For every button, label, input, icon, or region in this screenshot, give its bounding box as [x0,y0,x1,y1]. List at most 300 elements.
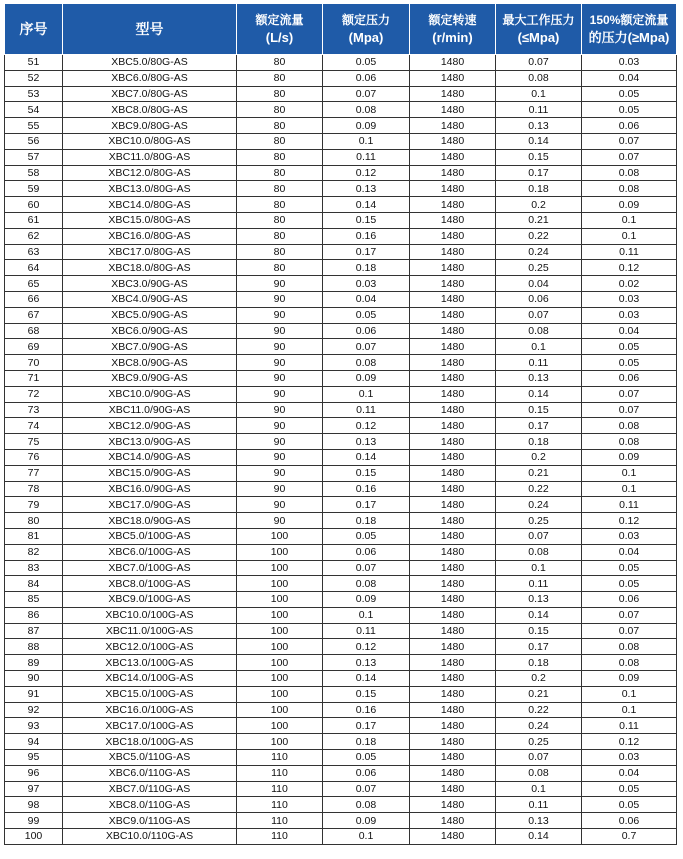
cell-rated-speed: 1480 [410,181,496,197]
cell-max-pressure: 0.2 [496,197,582,213]
cell-max-pressure: 0.08 [496,323,582,339]
cell-rated-speed: 1480 [410,276,496,292]
cell-rated-flow: 80 [237,133,323,149]
cell-pressure-150: 0.1 [582,465,677,481]
cell-serial-no: 92 [5,702,63,718]
cell-model: XBC13.0/80G-AS [63,181,237,197]
cell-serial-no: 66 [5,291,63,307]
cell-model: XBC13.0/100G-AS [63,655,237,671]
cell-rated-flow: 80 [237,86,323,102]
header-max-working-pressure: 最大工作压力 (≤Mpa) [496,4,582,55]
table-row [5,544,677,560]
table-row [5,560,677,576]
cell-rated-pressure: 0.08 [323,102,410,118]
cell-rated-pressure: 0.16 [323,702,410,718]
cell-model: XBC10.0/100G-AS [63,607,237,623]
cell-pressure-150: 0.07 [582,133,677,149]
cell-max-pressure: 0.25 [496,260,582,276]
table-row [5,781,677,797]
cell-rated-flow: 80 [237,55,323,71]
cell-rated-pressure: 0.06 [323,765,410,781]
cell-rated-speed: 1480 [410,434,496,450]
table-row [5,718,677,734]
table-row [5,686,677,702]
cell-pressure-150: 0.03 [582,291,677,307]
cell-serial-no: 84 [5,576,63,592]
cell-model: XBC16.0/100G-AS [63,702,237,718]
cell-rated-pressure: 0.12 [323,418,410,434]
cell-pressure-150: 0.04 [582,765,677,781]
cell-rated-flow: 90 [237,497,323,513]
table-row [5,86,677,102]
cell-pressure-150: 0.1 [582,481,677,497]
cell-rated-speed: 1480 [410,797,496,813]
cell-max-pressure: 0.14 [496,133,582,149]
cell-rated-speed: 1480 [410,55,496,71]
cell-pressure-150: 0.12 [582,734,677,750]
cell-rated-pressure: 0.11 [323,402,410,418]
cell-model: XBC15.0/90G-AS [63,465,237,481]
cell-serial-no: 58 [5,165,63,181]
cell-rated-flow: 80 [237,181,323,197]
cell-pressure-150: 0.06 [582,813,677,829]
table-row [5,797,677,813]
cell-rated-speed: 1480 [410,544,496,560]
cell-rated-pressure: 0.18 [323,513,410,529]
cell-serial-no: 71 [5,370,63,386]
cell-rated-flow: 90 [237,323,323,339]
cell-serial-no: 80 [5,513,63,529]
cell-model: XBC11.0/80G-AS [63,149,237,165]
cell-rated-pressure: 0.07 [323,560,410,576]
cell-pressure-150: 0.05 [582,560,677,576]
cell-rated-pressure: 0.08 [323,355,410,371]
cell-model: XBC6.0/80G-AS [63,70,237,86]
table-row [5,276,677,292]
cell-model: XBC18.0/90G-AS [63,513,237,529]
cell-serial-no: 87 [5,623,63,639]
cell-pressure-150: 0.11 [582,497,677,513]
cell-rated-pressure: 0.05 [323,55,410,71]
cell-model: XBC11.0/100G-AS [63,623,237,639]
cell-pressure-150: 0.1 [582,686,677,702]
cell-rated-speed: 1480 [410,607,496,623]
cell-serial-no: 97 [5,781,63,797]
cell-pressure-150: 0.09 [582,449,677,465]
cell-max-pressure: 0.25 [496,734,582,750]
cell-rated-pressure: 0.1 [323,133,410,149]
cell-model: XBC6.0/90G-AS [63,323,237,339]
table-row [5,70,677,86]
header-model: 型号 [63,4,237,55]
cell-max-pressure: 0.15 [496,623,582,639]
table-row [5,165,677,181]
table-row [5,307,677,323]
cell-rated-speed: 1480 [410,212,496,228]
cell-model: XBC12.0/90G-AS [63,418,237,434]
header-pressure-at-150-flow: 150%额定流量 的压力(≥Mpa) [582,4,677,55]
cell-rated-pressure: 0.15 [323,465,410,481]
table-row [5,260,677,276]
cell-pressure-150: 0.11 [582,718,677,734]
cell-rated-speed: 1480 [410,481,496,497]
cell-rated-pressure: 0.08 [323,797,410,813]
cell-max-pressure: 0.17 [496,639,582,655]
cell-max-pressure: 0.08 [496,765,582,781]
cell-pressure-150: 0.05 [582,576,677,592]
cell-rated-flow: 110 [237,829,323,845]
cell-serial-no: 61 [5,212,63,228]
cell-max-pressure: 0.17 [496,418,582,434]
cell-rated-speed: 1480 [410,291,496,307]
cell-pressure-150: 0.07 [582,149,677,165]
table-row [5,449,677,465]
cell-max-pressure: 0.1 [496,781,582,797]
table-row [5,149,677,165]
cell-max-pressure: 0.13 [496,592,582,608]
cell-model: XBC7.0/80G-AS [63,86,237,102]
table-row [5,607,677,623]
cell-rated-pressure: 0.15 [323,212,410,228]
cell-max-pressure: 0.08 [496,544,582,560]
cell-model: XBC9.0/110G-AS [63,813,237,829]
cell-rated-speed: 1480 [410,750,496,766]
cell-rated-flow: 80 [237,118,323,134]
cell-rated-flow: 80 [237,212,323,228]
cell-rated-speed: 1480 [410,418,496,434]
cell-rated-pressure: 0.07 [323,86,410,102]
cell-max-pressure: 0.13 [496,813,582,829]
cell-rated-speed: 1480 [410,149,496,165]
pump-spec-table [4,3,677,845]
cell-rated-speed: 1480 [410,133,496,149]
cell-model: XBC5.0/80G-AS [63,55,237,71]
cell-rated-flow: 80 [237,149,323,165]
cell-model: XBC8.0/90G-AS [63,355,237,371]
cell-rated-pressure: 0.16 [323,228,410,244]
cell-rated-pressure: 0.12 [323,165,410,181]
cell-pressure-150: 0.06 [582,370,677,386]
cell-max-pressure: 0.22 [496,228,582,244]
table-row [5,197,677,213]
cell-rated-speed: 1480 [410,307,496,323]
cell-max-pressure: 0.1 [496,86,582,102]
cell-pressure-150: 0.04 [582,544,677,560]
table-row [5,829,677,845]
cell-max-pressure: 0.21 [496,465,582,481]
cell-serial-no: 79 [5,497,63,513]
table-row [5,402,677,418]
cell-max-pressure: 0.15 [496,149,582,165]
cell-pressure-150: 0.12 [582,260,677,276]
cell-rated-pressure: 0.06 [323,323,410,339]
cell-model: XBC12.0/100G-AS [63,639,237,655]
cell-max-pressure: 0.17 [496,165,582,181]
table-row [5,118,677,134]
cell-rated-flow: 90 [237,386,323,402]
cell-pressure-150: 0.09 [582,671,677,687]
cell-model: XBC7.0/100G-AS [63,560,237,576]
cell-max-pressure: 0.18 [496,181,582,197]
cell-max-pressure: 0.18 [496,655,582,671]
cell-max-pressure: 0.24 [496,244,582,260]
cell-serial-no: 77 [5,465,63,481]
table-row [5,370,677,386]
cell-max-pressure: 0.06 [496,291,582,307]
table-row [5,655,677,671]
cell-pressure-150: 0.04 [582,70,677,86]
cell-rated-pressure: 0.1 [323,829,410,845]
cell-model: XBC18.0/80G-AS [63,260,237,276]
cell-rated-speed: 1480 [410,102,496,118]
cell-rated-pressure: 0.1 [323,607,410,623]
cell-model: XBC9.0/90G-AS [63,370,237,386]
cell-rated-flow: 110 [237,750,323,766]
cell-rated-speed: 1480 [410,386,496,402]
cell-rated-speed: 1480 [410,702,496,718]
cell-model: XBC14.0/90G-AS [63,449,237,465]
cell-rated-pressure: 0.05 [323,750,410,766]
cell-serial-no: 57 [5,149,63,165]
table-row [5,481,677,497]
cell-rated-flow: 100 [237,734,323,750]
cell-max-pressure: 0.13 [496,118,582,134]
cell-model: XBC10.0/90G-AS [63,386,237,402]
table-row [5,513,677,529]
cell-pressure-150: 0.02 [582,276,677,292]
cell-pressure-150: 0.08 [582,655,677,671]
cell-rated-pressure: 0.12 [323,639,410,655]
cell-max-pressure: 0.24 [496,497,582,513]
cell-serial-no: 64 [5,260,63,276]
cell-rated-speed: 1480 [410,781,496,797]
cell-model: XBC13.0/90G-AS [63,434,237,450]
cell-max-pressure: 0.18 [496,434,582,450]
cell-rated-flow: 90 [237,481,323,497]
cell-serial-no: 75 [5,434,63,450]
cell-max-pressure: 0.11 [496,797,582,813]
cell-pressure-150: 0.05 [582,781,677,797]
cell-pressure-150: 0.06 [582,592,677,608]
cell-max-pressure: 0.1 [496,560,582,576]
cell-rated-pressure: 0.04 [323,291,410,307]
cell-rated-flow: 90 [237,465,323,481]
cell-rated-speed: 1480 [410,576,496,592]
cell-rated-pressure: 0.17 [323,497,410,513]
header-rated-pressure: 额定压力 (Mpa) [323,4,410,55]
cell-max-pressure: 0.1 [496,339,582,355]
cell-rated-flow: 80 [237,228,323,244]
cell-serial-no: 73 [5,402,63,418]
cell-rated-flow: 100 [237,560,323,576]
cell-rated-pressure: 0.17 [323,718,410,734]
cell-model: XBC4.0/90G-AS [63,291,237,307]
cell-rated-pressure: 0.11 [323,623,410,639]
cell-serial-no: 55 [5,118,63,134]
header-rated-flow: 额定流量 (L/s) [237,4,323,55]
cell-rated-flow: 80 [237,244,323,260]
cell-pressure-150: 0.08 [582,434,677,450]
cell-model: XBC11.0/90G-AS [63,402,237,418]
header-serial-no: 序号 [5,4,63,55]
cell-serial-no: 86 [5,607,63,623]
cell-rated-pressure: 0.14 [323,197,410,213]
cell-pressure-150: 0.07 [582,607,677,623]
cell-serial-no: 68 [5,323,63,339]
cell-pressure-150: 0.06 [582,118,677,134]
cell-pressure-150: 0.08 [582,418,677,434]
cell-max-pressure: 0.07 [496,528,582,544]
cell-max-pressure: 0.21 [496,212,582,228]
cell-rated-flow: 110 [237,765,323,781]
table-row [5,765,677,781]
cell-rated-flow: 100 [237,718,323,734]
table-row [5,734,677,750]
cell-pressure-150: 0.05 [582,102,677,118]
cell-model: XBC7.0/110G-AS [63,781,237,797]
cell-rated-flow: 90 [237,370,323,386]
cell-model: XBC7.0/90G-AS [63,339,237,355]
cell-serial-no: 93 [5,718,63,734]
cell-rated-speed: 1480 [410,639,496,655]
cell-rated-pressure: 0.14 [323,449,410,465]
cell-model: XBC6.0/110G-AS [63,765,237,781]
cell-rated-flow: 100 [237,686,323,702]
cell-rated-flow: 90 [237,434,323,450]
cell-rated-pressure: 0.07 [323,339,410,355]
cell-rated-speed: 1480 [410,228,496,244]
cell-max-pressure: 0.07 [496,307,582,323]
cell-serial-no: 67 [5,307,63,323]
cell-model: XBC5.0/110G-AS [63,750,237,766]
cell-rated-pressure: 0.09 [323,813,410,829]
cell-rated-pressure: 0.18 [323,734,410,750]
table-row [5,592,677,608]
cell-max-pressure: 0.11 [496,102,582,118]
cell-rated-speed: 1480 [410,323,496,339]
cell-serial-no: 89 [5,655,63,671]
cell-rated-pressure: 0.09 [323,118,410,134]
cell-rated-flow: 80 [237,70,323,86]
cell-rated-speed: 1480 [410,355,496,371]
table-row [5,244,677,260]
cell-serial-no: 52 [5,70,63,86]
cell-serial-no: 56 [5,133,63,149]
cell-model: XBC17.0/90G-AS [63,497,237,513]
cell-model: XBC5.0/100G-AS [63,528,237,544]
cell-rated-flow: 100 [237,702,323,718]
cell-rated-flow: 100 [237,592,323,608]
cell-max-pressure: 0.14 [496,829,582,845]
cell-rated-flow: 100 [237,655,323,671]
cell-serial-no: 98 [5,797,63,813]
cell-serial-no: 95 [5,750,63,766]
cell-rated-flow: 100 [237,544,323,560]
cell-rated-pressure: 0.18 [323,260,410,276]
cell-rated-speed: 1480 [410,718,496,734]
cell-pressure-150: 0.05 [582,797,677,813]
cell-model: XBC9.0/80G-AS [63,118,237,134]
cell-serial-no: 91 [5,686,63,702]
cell-pressure-150: 0.11 [582,244,677,260]
header-row [5,4,677,55]
cell-serial-no: 69 [5,339,63,355]
cell-rated-speed: 1480 [410,86,496,102]
cell-rated-speed: 1480 [410,560,496,576]
cell-rated-speed: 1480 [410,165,496,181]
cell-max-pressure: 0.25 [496,513,582,529]
cell-rated-speed: 1480 [410,339,496,355]
cell-pressure-150: 0.7 [582,829,677,845]
cell-rated-flow: 90 [237,355,323,371]
cell-rated-flow: 80 [237,102,323,118]
cell-max-pressure: 0.15 [496,402,582,418]
cell-model: XBC16.0/90G-AS [63,481,237,497]
cell-rated-flow: 90 [237,307,323,323]
cell-rated-flow: 90 [237,402,323,418]
cell-serial-no: 51 [5,55,63,71]
cell-serial-no: 88 [5,639,63,655]
cell-rated-flow: 90 [237,449,323,465]
cell-serial-no: 85 [5,592,63,608]
cell-serial-no: 53 [5,86,63,102]
table-row [5,639,677,655]
cell-rated-speed: 1480 [410,465,496,481]
cell-pressure-150: 0.05 [582,86,677,102]
cell-rated-flow: 80 [237,260,323,276]
cell-pressure-150: 0.04 [582,323,677,339]
cell-rated-pressure: 0.16 [323,481,410,497]
cell-rated-flow: 100 [237,607,323,623]
cell-max-pressure: 0.07 [496,55,582,71]
cell-rated-pressure: 0.09 [323,370,410,386]
cell-pressure-150: 0.09 [582,197,677,213]
cell-rated-pressure: 0.1 [323,386,410,402]
cell-rated-speed: 1480 [410,655,496,671]
cell-rated-speed: 1480 [410,402,496,418]
cell-model: XBC12.0/80G-AS [63,165,237,181]
table-row [5,133,677,149]
table-row [5,212,677,228]
cell-rated-speed: 1480 [410,370,496,386]
header-rated-speed: 额定转速 (r/min) [410,4,496,55]
cell-rated-speed: 1480 [410,197,496,213]
table-row [5,102,677,118]
cell-rated-flow: 100 [237,671,323,687]
cell-model: XBC9.0/100G-AS [63,592,237,608]
cell-rated-pressure: 0.08 [323,576,410,592]
cell-serial-no: 54 [5,102,63,118]
cell-pressure-150: 0.12 [582,513,677,529]
table-row [5,339,677,355]
cell-rated-flow: 100 [237,639,323,655]
cell-rated-flow: 80 [237,197,323,213]
table-body [5,55,677,845]
table-row [5,228,677,244]
cell-rated-pressure: 0.09 [323,592,410,608]
cell-serial-no: 100 [5,829,63,845]
cell-model: XBC14.0/100G-AS [63,671,237,687]
cell-rated-pressure: 0.14 [323,671,410,687]
cell-rated-speed: 1480 [410,70,496,86]
cell-max-pressure: 0.21 [496,686,582,702]
cell-rated-speed: 1480 [410,734,496,750]
cell-serial-no: 83 [5,560,63,576]
cell-pressure-150: 0.03 [582,528,677,544]
table-row [5,576,677,592]
cell-serial-no: 63 [5,244,63,260]
cell-rated-pressure: 0.13 [323,655,410,671]
